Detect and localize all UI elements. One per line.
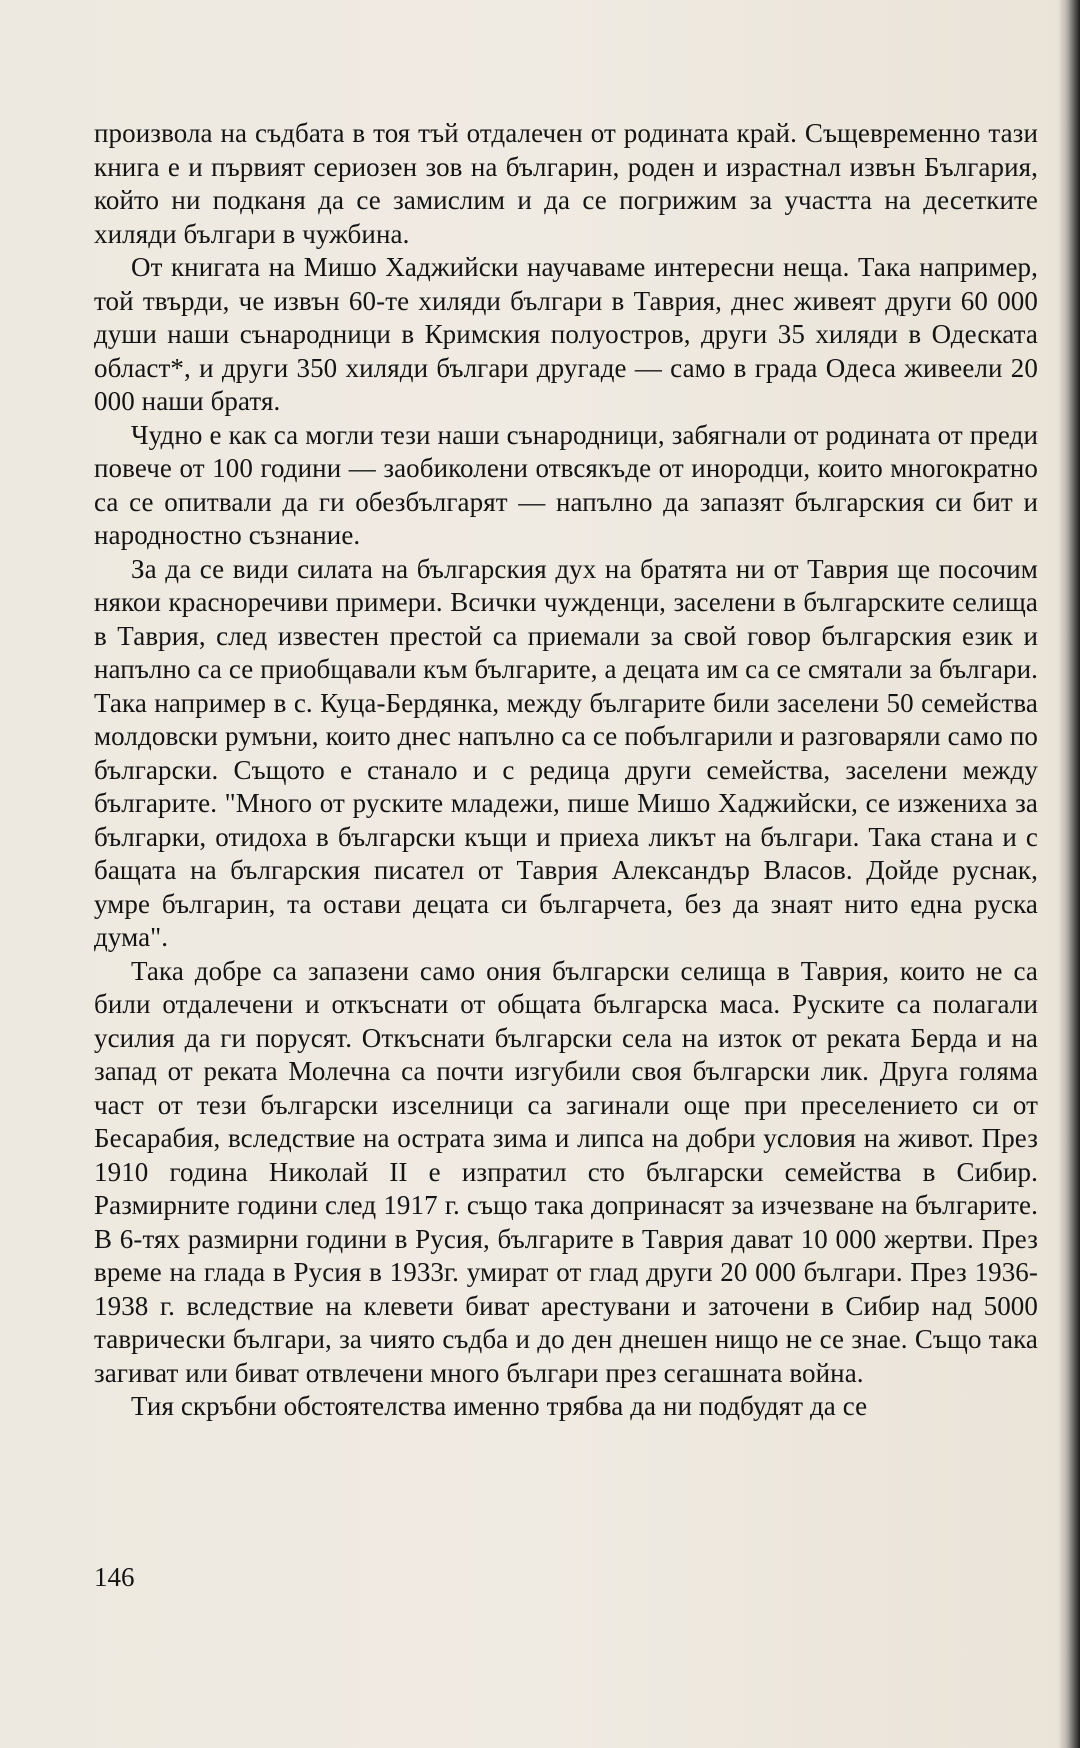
paragraph-2: От книгата на Мишо Хаджийски научаваме интересни неща. Така например, той твърди, че извън 60-те хиляди българи в Таврия, днес живеят други 60 000 души наши сънародници в Кримския полуостров, други 35 хиляди в Одеската област*, и други 350 хиляди българи другаде — само в града Одеса живеели 20 000 наши братя.: [94, 252, 1038, 416]
body-text: [94, 117, 1038, 1424]
page-number: 146: [94, 1562, 135, 1592]
paragraph-3: Чудно е как са могли тези наши сънародници, забягнали от родината от преди повече от 100 години — заобиколени отвсякъде от инородци, които многократно са се опитвали да ги обезбългарят — напълно да запазят българския си бит и народностно съзнание.: [94, 419, 1038, 550]
paragraph-4: За да се види силата на българския дух на братята ни от Таврия ще посочим някои красноречиви примери. Всички чужденци, заселени в българските селища в Таврия, след известен престой са приемали за свой говор българския език и напълно са се приобщавали към българите, а децата им са се смятали за българи. Така например в с. Куца-Бердянка, между българите били заселени 50 семейства молдовски румъни, които днес напълно са се побългарили и разговаряли само по български. Същото е станало и с редица други семейства, заселени между българите. "Много от руските младежи, пише Мишо Хаджийски, се изжениха за българки, отидоха в български къщи и приеха ликът на българи. Така стана и с бащата на българския писател от Таврия Александър Власов. Дойде руснак, умре българин, та остави децата си българчета, без да знаят нито една руска дума".: [94, 553, 1038, 952]
paragraph-5: Така добре са запазени само ония български селища в Таврия, които не са били отдалечени и откъснати от общата българска маса. Руските са полагали усилия да ги порусят. Откъснати български села на изток от реката Берда и на запад от реката Молечна са почти изгубили своя български лик. Друга голяма част от тези български изселници са загинали още при преселението си от Бесарабия, вследствие на острата зима и липса на добри условия на живот. През 1910 година Николай II е изпратил сто български семейства в Сибир. Размирните години след 1917 г. също така допринасят за изчезване на българите. В 6-тях размирни години в Русия, българите в Таврия дават 10 000 жертви. През време на глада в Русия в 1933г. умират от глад други 20 000 българи. През 1936-1938 г. вследствие на клевети биват арестувани и заточени в Сибир над 5000 таврически българи, за чиято съдба и до ден днешен нищо не се знае. Също така загиват или биват отвлечени много българи през сегашната война.: [94, 955, 1038, 1388]
page-edge-shadow: [1058, 0, 1080, 1748]
paragraph-1: произвола на съдбата в тоя тъй отдалечен от родината край. Същевременно тази книга е и първият сериозен зов на българин, роден и израстнал извън България, който ни подканя да се замислим и да се погрижим за участта на десетките хиляди българи в чужбина.: [94, 118, 1038, 249]
paragraph-6: Тия скръбни обстоятелства именно трябва да ни подбудят да се: [131, 1391, 868, 1421]
